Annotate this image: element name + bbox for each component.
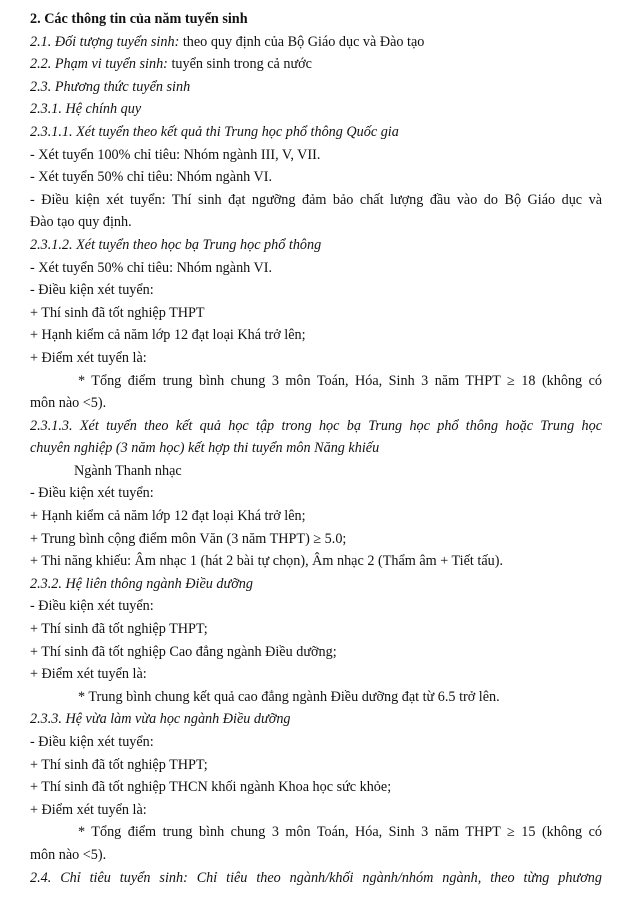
item-2-3-2-title: 2.3.2. Hệ liên thông ngành Điều dưỡng <box>30 575 253 592</box>
score-rule: * Tổng điểm trung bình chung 3 môn Toán, Hóa, Sinh 3 năm THPT ≥ 18 (không có <box>78 372 602 389</box>
list-item: + Thí sinh đã tốt nghiệp THPT <box>30 304 205 321</box>
item-2-2-label: 2.2. Phạm vi tuyển sinh: <box>30 56 168 73</box>
list-item: - Xét tuyển 100% chỉ tiêu: Nhóm ngành III, V, VII. <box>30 146 321 163</box>
list-item: - Xét tuyển 50% chỉ tiêu: Nhóm ngành VI. <box>30 259 273 276</box>
item-2-3-1-3-title-cont: chuyên nghiệp (3 năm học) kết hợp thi tuyển môn Năng khiếu <box>30 440 380 457</box>
item-2-2 <box>30 53 602 76</box>
item-2-3-3-title: 2.3.3. Hệ vừa làm vừa học ngành Điều dưỡng <box>30 711 291 728</box>
condition-line-cont: Đào tạo quy định. <box>30 214 132 231</box>
score-rule-cont: môn nào <5). <box>30 395 107 412</box>
list-item: - Điều kiện xét tuyển: <box>30 734 154 750</box>
list-item: + Thi năng khiếu: Âm nhạc 1 (hát 2 bài tự chọn), Âm nhạc 2 (Thẩm âm + Tiết tấu). <box>30 553 504 570</box>
score-rule-cont: môn nào <5). <box>30 846 107 863</box>
list-item: + Điểm xét tuyển là: <box>30 349 147 366</box>
list-item: + Thí sinh đã tốt nghiệp THPT; <box>30 756 208 773</box>
item-2-3-1-title: 2.3.1. Hệ chính quy <box>30 101 142 118</box>
item-2-1-text: theo quy định của Bộ Giáo dục và Đào tạo <box>179 33 425 50</box>
item-2-3-1-1-title: 2.3.1.1. Xét tuyển theo kết quả thi Trung học phổ thông Quốc gia <box>30 123 399 140</box>
item-2-3-1-3-title: 2.3.1.3. Xét tuyển theo kết quả học tập trong học bạ Trung học phổ thông hoặc Trung học <box>30 417 602 434</box>
item-2-1-label: 2.1. Đối tượng tuyển sinh: <box>30 33 180 50</box>
list-item: + Trung bình cộng điểm môn Văn (3 năm THPT) ≥ 5.0; <box>30 530 347 547</box>
list-item: - Xét tuyển 50% chỉ tiêu: Nhóm ngành VI. <box>30 169 273 186</box>
item-2-2-text: tuyển sinh trong cả nước <box>167 56 312 73</box>
list-item: + Điểm xét tuyển là: <box>30 801 147 818</box>
item-2-3-1-2-title: 2.3.1.2. Xét tuyển theo học bạ Trung học phổ thông <box>30 236 322 253</box>
list-item: + Điểm xét tuyển là: <box>30 666 147 683</box>
document-page <box>30 8 602 889</box>
list-item: + Thí sinh đã tốt nghiệp Cao đẳng ngành Điều dưỡng; <box>30 643 337 660</box>
item-2-4-title: 2.4. Chỉ tiêu tuyển sinh: Chỉ tiêu theo ngành/khối ngành/nhóm ngành, theo từng phương <box>30 869 602 886</box>
list-item: - Điều kiện xét tuyển: <box>30 485 154 502</box>
list-item: + Hạnh kiểm cả năm lớp 12 đạt loại Khá trở lên; <box>30 508 306 525</box>
item-2-3-title: 2.3. Phương thức tuyển sinh <box>30 78 191 95</box>
section-heading: 2. Các thông tin của năm tuyển sinh <box>30 11 248 27</box>
score-rule: * Trung bình chung kết quả cao đẳng ngành Điều dưỡng đạt từ 6.5 trở lên. <box>78 688 500 705</box>
condition-line: - Điều kiện xét tuyển: Thí sinh đạt ngưỡng đảm bảo chất lượng đầu vào do Bộ Giáo dục và <box>30 191 602 208</box>
list-item: - Điều kiện xét tuyển: <box>30 282 154 299</box>
list-item: + Thí sinh đã tốt nghiệp THPT; <box>30 621 208 638</box>
major-name: Ngành Thanh nhạc <box>74 462 182 479</box>
list-item: - Điều kiện xét tuyển: <box>30 598 154 615</box>
list-item: + Thí sinh đã tốt nghiệp THCN khối ngành Khoa học sức khỏe; <box>30 779 392 796</box>
list-item: + Hạnh kiểm cả năm lớp 12 đạt loại Khá trở lên; <box>30 327 306 344</box>
item-2-1 <box>30 31 602 54</box>
score-rule: * Tổng điểm trung bình chung 3 môn Toán, Hóa, Sinh 3 năm THPT ≥ 15 (không có <box>78 824 602 841</box>
